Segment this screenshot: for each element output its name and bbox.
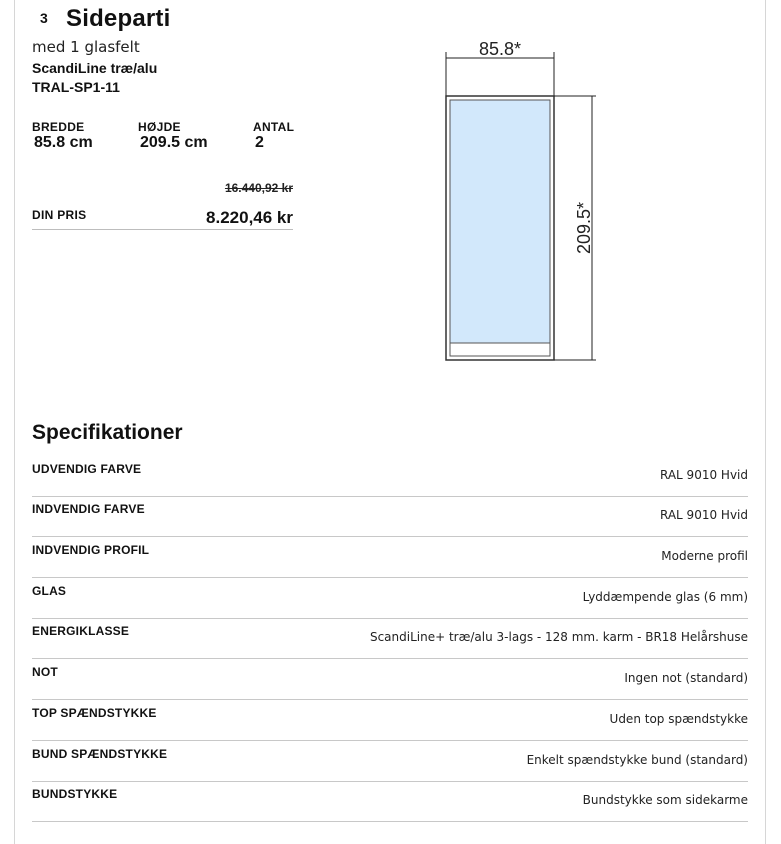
spec-value: ScandiLine+ træ/alu 3-lags - 128 mm. karm - BR18 Helårshuse	[369, 630, 748, 644]
spec-label: ENERGIKLASSE	[32, 624, 130, 638]
spec-label: GLAS	[32, 584, 67, 598]
spec-row	[32, 699, 748, 741]
card-right-border	[765, 0, 766, 844]
height-label: HØJDE	[138, 120, 181, 134]
spec-value: RAL 9010 Hvid	[660, 508, 748, 522]
old-price: 16.440,92 kr	[224, 181, 293, 195]
spec-row	[32, 658, 748, 700]
quantity-value: 2	[255, 134, 264, 151]
spec-row	[32, 740, 748, 782]
spec-label: NOT	[32, 665, 58, 679]
spec-row	[32, 577, 748, 619]
spec-value: Bundstykke som sidekarme	[582, 793, 748, 807]
price-divider	[32, 229, 293, 230]
spec-value: Ingen not (standard)	[624, 671, 748, 685]
height-dimension-text: 209.5*	[574, 201, 594, 255]
spec-label: BUNDSTYKKE	[32, 787, 118, 801]
window-drawing	[420, 30, 620, 370]
bottom-rail	[450, 343, 550, 356]
product-name: ScandiLine træ/alu	[32, 60, 158, 76]
spec-label: TOP SPÆNDSTYKKE	[32, 706, 157, 720]
width-label: BREDDE	[32, 120, 85, 134]
width-value: 85.8 cm	[34, 134, 93, 151]
spec-label: INDVENDIG PROFIL	[32, 543, 150, 557]
price-value: 8.220,46 kr	[206, 208, 293, 227]
spec-row	[32, 495, 748, 537]
spec-row	[32, 780, 748, 822]
spec-value: Lyddæmpende glas (6 mm)	[582, 590, 748, 604]
price-label: DIN PRIS	[32, 208, 87, 222]
spec-value: Moderne profil	[661, 549, 748, 563]
spec-value: Uden top spændstykke	[609, 712, 748, 726]
height-value: 209.5 cm	[140, 134, 208, 151]
spec-row	[32, 455, 748, 497]
item-subtitle: med 1 glasfelt	[32, 38, 140, 56]
position-number: 3	[40, 10, 48, 26]
width-dimension-text: 85.8*	[478, 39, 522, 59]
spec-value: RAL 9010 Hvid	[660, 468, 748, 482]
card-left-border	[14, 0, 15, 844]
spec-label: BUND SPÆNDSTYKKE	[32, 747, 168, 761]
glass-pane	[450, 100, 550, 343]
spec-row	[32, 617, 748, 659]
spec-label: INDVENDIG FARVE	[32, 502, 145, 516]
spec-value: Enkelt spændstykke bund (standard)	[526, 753, 748, 767]
specifications-title: Specifikationer	[32, 421, 183, 444]
spec-label: UDVENDIG FARVE	[32, 462, 142, 476]
product-sku: TRAL-SP1-11	[32, 79, 120, 95]
spec-row	[32, 536, 748, 578]
quantity-label: ANTAL	[253, 120, 295, 134]
item-title: Sideparti	[66, 5, 171, 32]
